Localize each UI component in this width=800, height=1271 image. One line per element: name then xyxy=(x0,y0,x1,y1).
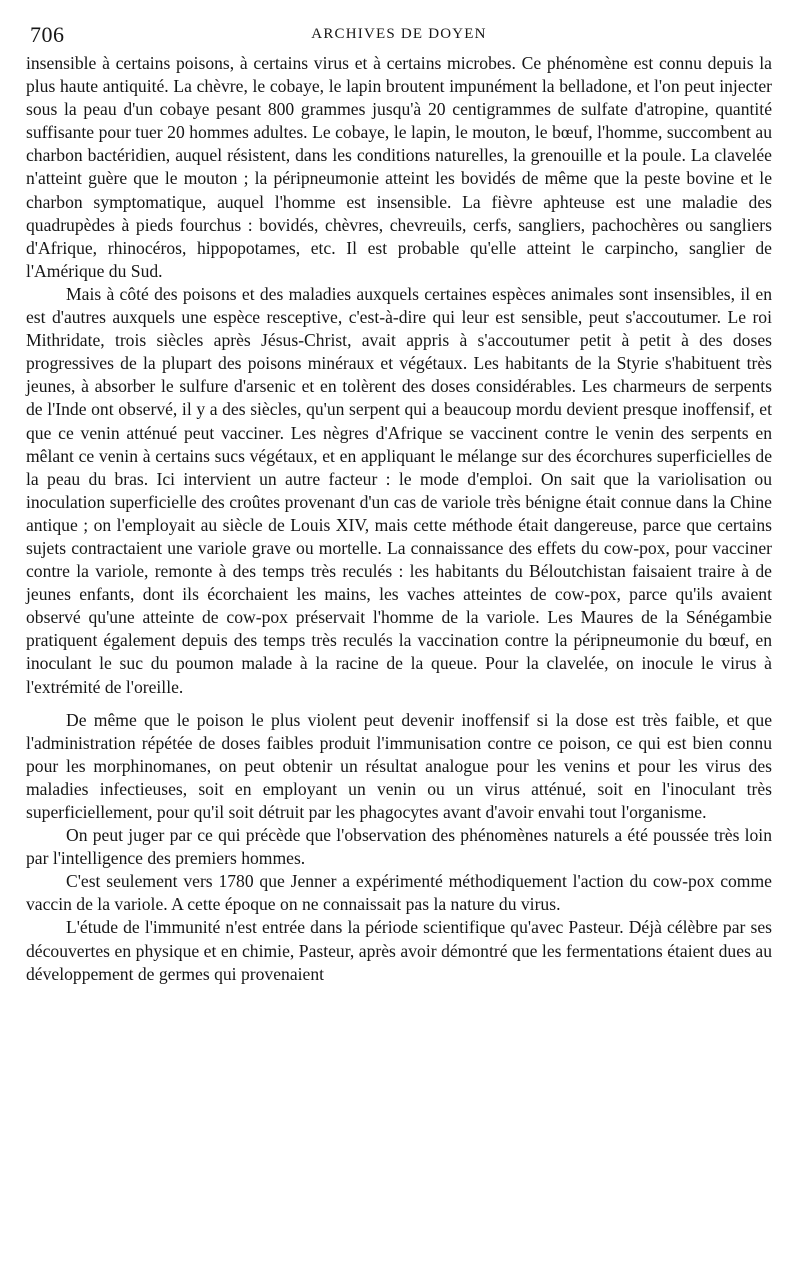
paragraph: C'est seulement vers 1780 que Jenner a expérimenté méthodiquement l'action du cow-pox comme vaccin de la variole. A cette époque on ne connaissait pas la nature du virus. xyxy=(26,871,772,915)
page xyxy=(26,18,772,986)
page-header xyxy=(26,18,772,52)
page-number: 706 xyxy=(30,22,65,47)
paragraph: insensible à certains poisons, à certains virus et à certains microbes. Ce phénomène est connu depuis la plus haute antiquité. La chèvre, le cobaye, le lapin broutent impunément la belladone, et l'on peut injecter sous la peau d'un cobaye pesant 800 grammes jusqu'à 20 centigrammes de sulfate d'atropine, quantité suffisante pour tuer 20 hommes adultes. Le cobaye, le lapin, le mouton, le bœuf, l'homme, succombent au charbon bactéridien, auquel résistent, dans les conditions naturelles, la grenouille et la poule. La clavelée n'atteint guère que le mouton ; la péripneumonie atteint les bovidés de même que la peste bovine et le charbon symptomatique, auquel l'homme est insensible. La fièvre aphteuse est une maladie des quadrupèdes à pieds fourchus : bovidés, chèvres, chevreuils, cerfs, sangliers, pachochères ou sangliers d'Afrique, rhinocéros, hippopotames, etc. Il est probable qu'elle atteint le carpincho, sanglier de l'Amérique du Sud. xyxy=(26,53,772,281)
paragraph: De même que le poison le plus violent peut devenir inoffensif si la dose est très faible, et que l'administration répétée de doses faibles produit l'immunisation contre ce poison, ce qui est bien connu pour les morphinomanes, on peut obtenir un résultat analogue pour les venins et pour les virus des maladies infectieuses, soit en employant un venin ou un virus atténué, soit en l'inoculant très superficiellement, pour qu'il soit détruit par les phagocytes avant d'avoir envahi tout l'organisme. xyxy=(26,709,772,822)
paragraph: L'étude de l'immunité n'est entrée dans la période scientifique qu'avec Pasteur. Déjà célèbre par ses découvertes en physique et en chimie, Pasteur, après avoir démontré que les fermentations étaient dues au développement de germes qui provenaient xyxy=(26,917,772,984)
body-text xyxy=(26,52,772,986)
running-title: ARCHIVES DE DOYEN xyxy=(311,26,487,42)
paragraph: On peut juger par ce qui précède que l'observation des phénomènes naturels a été poussée très loin par l'intelligence des premiers hommes. xyxy=(26,825,772,869)
paragraph: Mais à côté des poisons et des maladies auxquels certaines espèces animales sont insensibles, il en est d'autres auxquels une espèce resceptive, c'est-à-dire qui leur est sensible, peut s'accoutumer. Le roi Mithridate, trois siècles après Jésus-Christ, avait appris à s'accoutumer petit à petit à des doses progressives de la plupart des poisons minéraux et végétaux. Les habitants de la Styrie s'habituent très jeunes, à absorber le sulfure d'arsenic et en tolèrent des doses considérables. Les charmeurs de serpents de l'Inde ont observé, il y a des siècles, qu'un serpent qui a beaucoup mordu devient presque inoffensif, et que ce venin atténué peut vacciner. Les nègres d'Afrique se vaccinent contre le venin des serpents en mêlant ce venin à certains sucs végétaux, et en appliquant le mélange sur des écorchures superficielles de la peau du bras. Ici intervient un autre facteur : le mode d'emploi. On sait que la variolisation ou inoculation superficielle des croûtes provenant d'un cas de variole très bénigne était connue dans la Chine antique ; on l'employait au siècle de Louis XIV, mais cette méthode était dangereuse, parce que certains sujets contractaient une variole grave ou mortelle. La connaissance des effets du cow-pox, pour vacciner contre la variole, remonte à des temps très reculés : les habitants du Béloutchistan faisaient traire à de jeunes enfants, dont ils écorchaient les mains, les vaches atteintes de cow-pox, parce qu'ils avaient observé qu'une atteinte de cow-pox préservait l'homme de la variole. Les Maures de la Sénégambie pratiquent également depuis des temps très reculés la vaccination contre la péripneumonie du bœuf, en inoculant le suc du poumon malade à la racine de la queue. Pour la clavelée, on inocule le virus à l'extrémité de l'oreille. xyxy=(26,283,772,697)
